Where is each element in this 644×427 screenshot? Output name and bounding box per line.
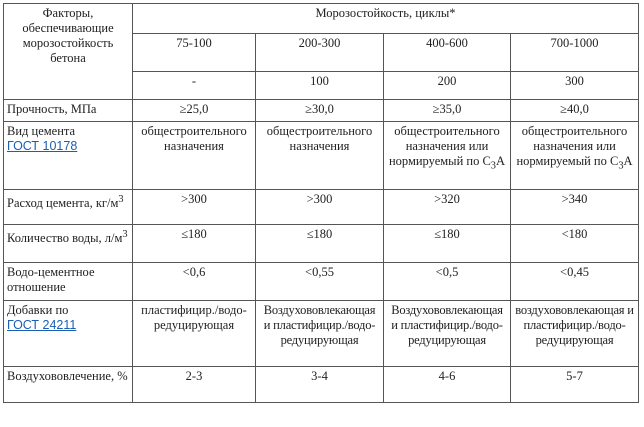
table-row	[4, 367, 639, 403]
row-label: Прочность, МПа	[4, 100, 133, 122]
cell-value-cement: общестроительного назначения или нормируемый по $C_3A$	[511, 122, 639, 190]
cell-value: <0,5	[384, 263, 511, 301]
cell-value: <180	[511, 225, 639, 263]
header-frost-resistance: Морозостойкость, циклы*	[133, 4, 639, 34]
cell-value: общестроительного назначения	[133, 122, 256, 190]
header-grade: 200	[384, 72, 511, 100]
header-range: 400-600	[384, 34, 511, 72]
row-label: Вид цемента	[7, 124, 76, 138]
table-row	[4, 301, 639, 367]
cell-value: ≥30,0	[256, 100, 384, 122]
cell-value: 5-7	[511, 367, 639, 403]
row-label-additives	[4, 301, 133, 367]
row-label: Количество воды, $л/м^3$	[4, 225, 133, 263]
header-range: 75-100	[133, 34, 256, 72]
cell-value: ≤180	[256, 225, 384, 263]
cell-value: ≤180	[133, 225, 256, 263]
cell-value: ≥35,0	[384, 100, 511, 122]
cell-value: ≥40,0	[511, 100, 639, 122]
header-factors: Факторы, обеспечивающие морозостойкость бетона	[4, 4, 133, 100]
cell-value: пластифицир./водо-редуцирующая	[133, 301, 256, 367]
header-grade: 300	[511, 72, 639, 100]
table-row	[4, 225, 639, 263]
cell-value: ≥25,0	[133, 100, 256, 122]
cell-value: >340	[511, 190, 639, 225]
cell-value: 4-6	[384, 367, 511, 403]
cell-value: ≤180	[384, 225, 511, 263]
header-grade: -	[133, 72, 256, 100]
cell-value: воздухововлекающая и пластифицир./водо-редуцирующая	[511, 301, 639, 367]
header-grade: 100	[256, 72, 384, 100]
table-row	[4, 263, 639, 301]
header-range: 700-1000	[511, 34, 639, 72]
gost-10178-link[interactable]: ГОСТ 10178	[7, 139, 78, 153]
cell-value: <0,55	[256, 263, 384, 301]
row-label: Воздухововлечение, %	[4, 367, 133, 403]
cell-value: <0,6	[133, 263, 256, 301]
cell-value: >300	[256, 190, 384, 225]
row-label: Расход цемента, $кг/м^3$	[4, 190, 133, 225]
cell-value: >320	[384, 190, 511, 225]
row-label: Водо-цементное отношение	[4, 263, 133, 301]
frost-resistance-table	[3, 3, 639, 403]
table-row	[4, 100, 639, 122]
row-label: Добавки по	[7, 303, 69, 317]
cell-value: >300	[133, 190, 256, 225]
gost-24211-link[interactable]: ГОСТ 24211	[7, 318, 77, 332]
row-label-cement-type	[4, 122, 133, 190]
cell-value: Воздухововлекающая и пластифицир./водо-редуцирующая	[384, 301, 511, 367]
cell-value: <0,45	[511, 263, 639, 301]
cell-value-cement: общестроительного назначения или нормируемый по $C_3A$	[384, 122, 511, 190]
table-row	[4, 190, 639, 225]
cell-value: Воздухововлекающая и пластифицир./водо-редуцирующая	[256, 301, 384, 367]
table-row	[4, 122, 639, 190]
cell-value: 3-4	[256, 367, 384, 403]
header-range: 200-300	[256, 34, 384, 72]
cell-value: общестроительного назначения	[256, 122, 384, 190]
cell-value: 2-3	[133, 367, 256, 403]
